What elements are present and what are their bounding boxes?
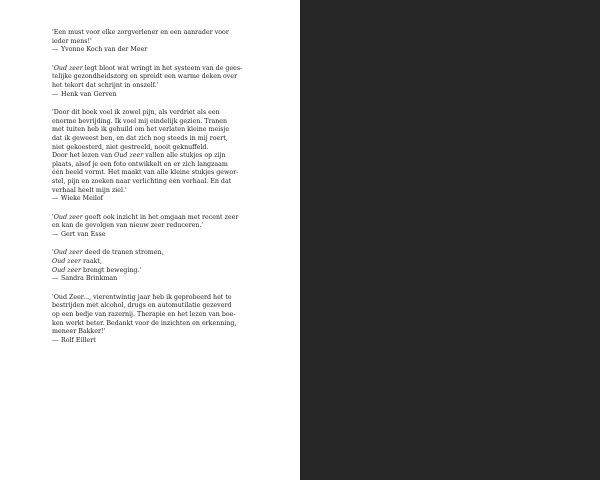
author-name: Sandra Brinkman bbox=[61, 275, 118, 283]
author-name: Wieke Meilof bbox=[61, 195, 103, 203]
quote-line: ieder mens!' bbox=[52, 37, 92, 45]
quote-line: stel, pijn en zoeken naar verlichting één verhaal. En dat bbox=[52, 177, 232, 185]
right-page bbox=[300, 0, 600, 480]
quote-block bbox=[52, 65, 264, 99]
author-name: Yvonne Koch van der Meer bbox=[61, 46, 148, 54]
quote-line: 'Door dit boek voel ik zowel pijn, als verdriet als een bbox=[52, 109, 220, 117]
author-name: Rolf Eillert bbox=[61, 336, 96, 344]
author-name: Henk van Gerven bbox=[61, 90, 117, 98]
quote-line: 'Oud zeer legt bloot wat wringt in het systeem van de gees- bbox=[52, 64, 243, 72]
quote-line: dat ik geweest ben, en dat zich nog steeds in mij roert, bbox=[52, 134, 228, 142]
quote-line: op een bedje van razernij. Therapie en het lezen van boe- bbox=[52, 311, 236, 319]
quotes-list bbox=[52, 29, 264, 355]
quote-author bbox=[52, 231, 264, 240]
quote-line: het tekort dat schrijnt in onszelf.' bbox=[52, 81, 159, 89]
author-dash: — bbox=[52, 336, 59, 344]
quote-author bbox=[52, 195, 264, 204]
author-dash: — bbox=[52, 195, 59, 203]
quote-line: meneer Bakker!' bbox=[52, 328, 106, 336]
author-dash: — bbox=[52, 230, 59, 238]
quote-block bbox=[52, 249, 264, 283]
quote-line: één beeld vormt. Het maakt van alle kleine stukjes gewor- bbox=[52, 169, 239, 177]
quote-line: 'Een must voor elke zorgverlener en een aanrader voor bbox=[52, 29, 229, 36]
quote-line: 'Oud Zeer..., vierentwintig jaar heb ik geprobeerd het te bbox=[52, 293, 232, 301]
quote-line: verhaal heelt mijn ziel.' bbox=[52, 186, 127, 194]
quote-author bbox=[52, 46, 264, 55]
quote-line: niet gekoesterd, niet gestreeld, nooit geknuffeld. bbox=[52, 143, 209, 151]
quote-line: met tuiten heb ik gehuild om het verlaten kleine meisje bbox=[52, 126, 230, 134]
quote-author bbox=[52, 91, 264, 100]
quote-line: enorme bevrijding. Ik voel mij eindelijk gezien. Tranen bbox=[52, 117, 228, 125]
quote-line: Door het lezen van Oud zeer vallen alle stukjes op zijn bbox=[52, 152, 226, 160]
quote-line: telijke gezondheidszorg en spreidt een warme deken over bbox=[52, 73, 238, 81]
author-dash: — bbox=[52, 90, 59, 98]
quote-author bbox=[52, 275, 264, 284]
author-dash: — bbox=[52, 46, 59, 54]
quote-author bbox=[52, 337, 264, 346]
quote-line: 'Oud zeer deed de tranen stromen, bbox=[52, 249, 164, 257]
author-dash: — bbox=[52, 275, 59, 283]
author-name: Gert van Esse bbox=[61, 230, 106, 238]
quote-line: Oud zeer brengt beweging.' bbox=[52, 266, 142, 274]
quote-line: en kan de gevolgen van nieuw zeer reduceren.' bbox=[52, 222, 204, 230]
quote-line: ken werkt beter. Bedankt voor de inzichten en erkenning, bbox=[52, 319, 237, 327]
quote-block bbox=[52, 294, 264, 346]
quote-line: bestrijden met alcohol, drugs en automutilatie gezeverd bbox=[52, 302, 232, 310]
quote-block bbox=[52, 109, 264, 204]
quote-block bbox=[52, 214, 264, 240]
quote-block bbox=[52, 29, 264, 55]
quote-line: 'Oud zeer geeft ook inzicht in het omgaan met recent zeer bbox=[52, 213, 239, 221]
quote-line: Oud zeer raakt, bbox=[52, 258, 102, 266]
quote-line: plaats, alsof je een foto ontwikkelt en er zich langzaam bbox=[52, 160, 228, 168]
